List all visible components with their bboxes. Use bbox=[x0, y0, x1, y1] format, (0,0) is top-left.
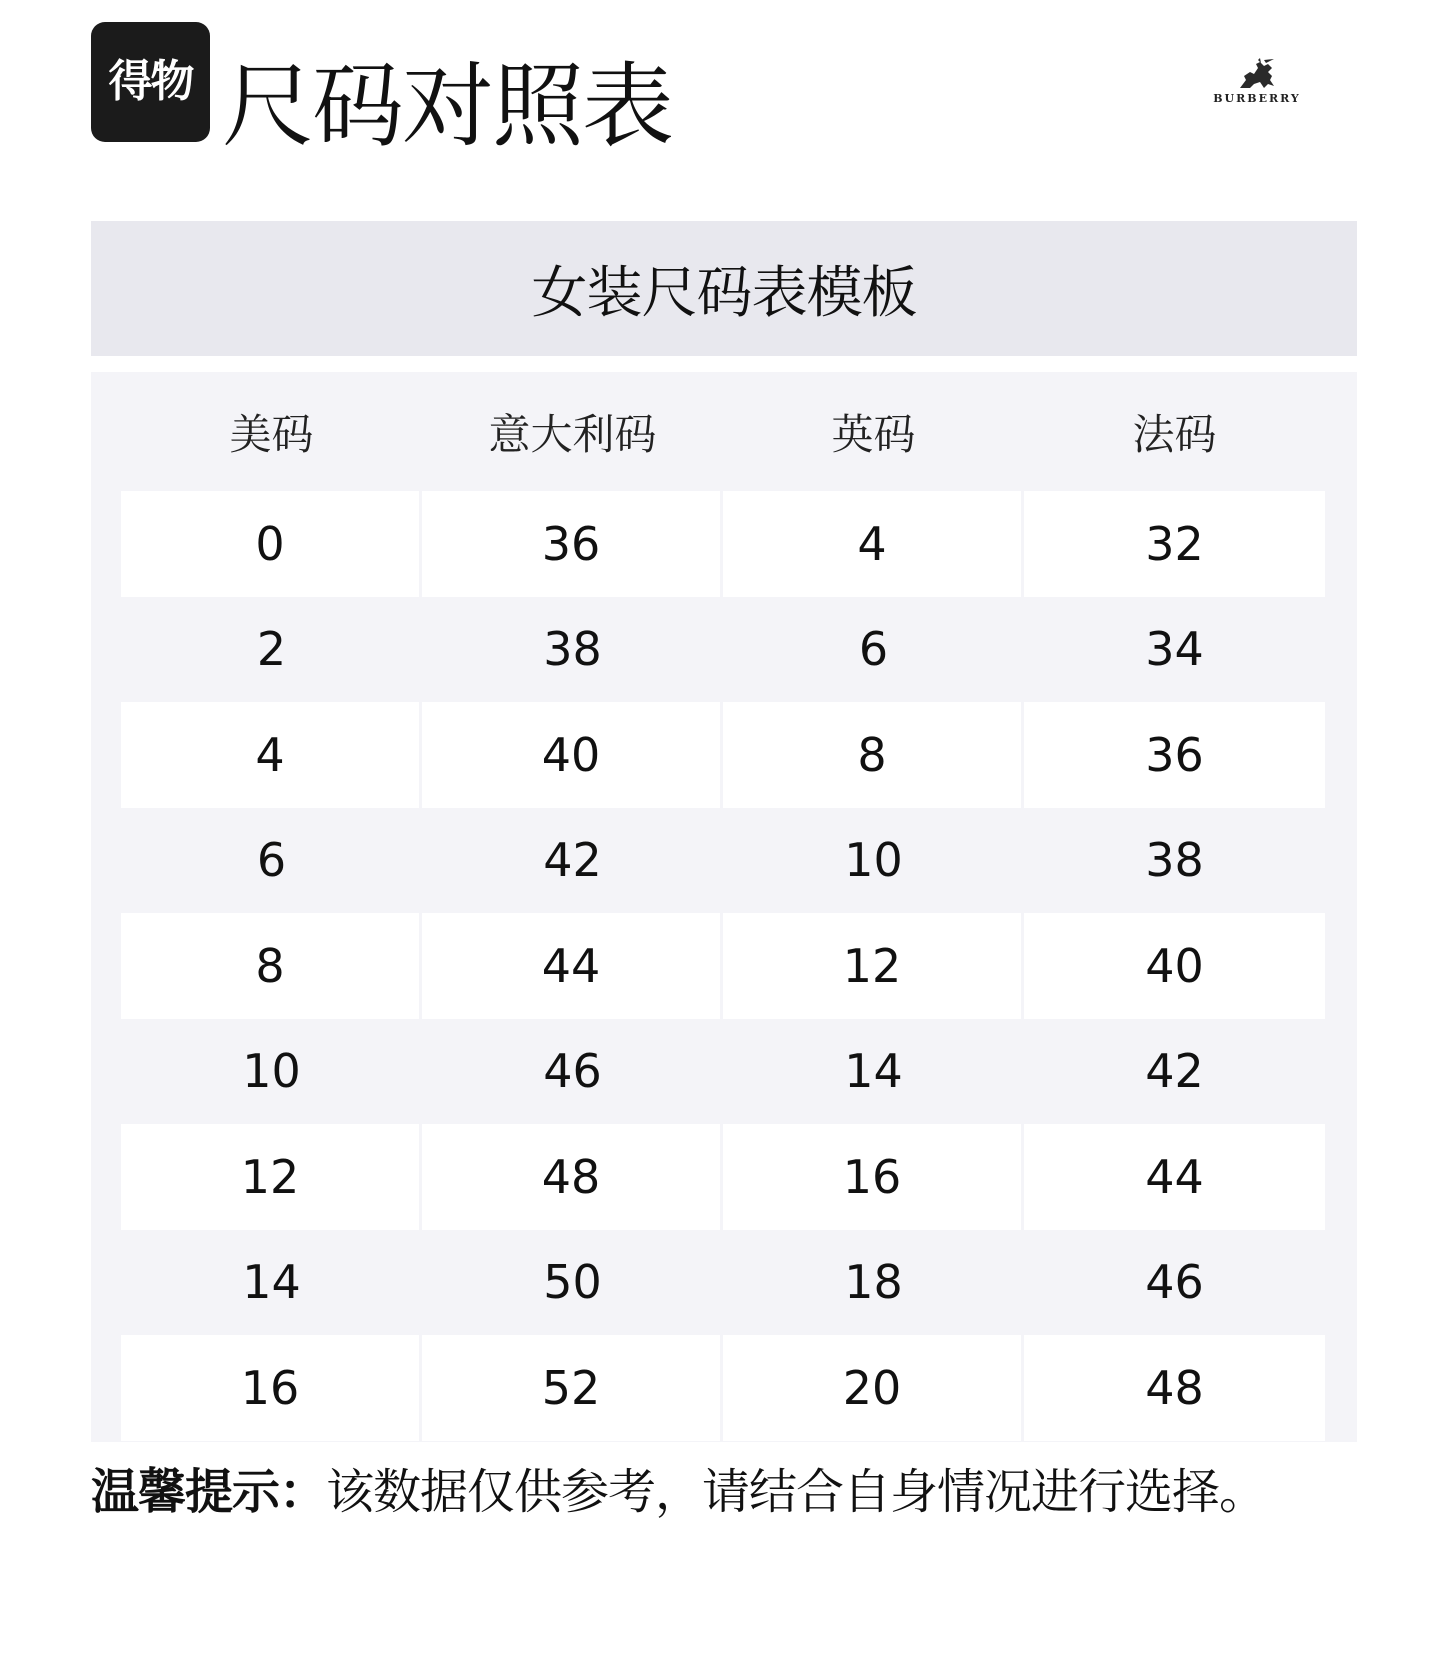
table-cell: 0 bbox=[121, 491, 422, 597]
table-row bbox=[121, 597, 1325, 703]
table-cell: 18 bbox=[844, 1255, 903, 1310]
reference-note bbox=[91, 1460, 1266, 1524]
table-cell: 32 bbox=[1024, 491, 1325, 597]
table-cell: 40 bbox=[422, 702, 723, 808]
table-cell: 52 bbox=[422, 1335, 723, 1441]
table-cell: 46 bbox=[543, 1044, 602, 1099]
table-cell: 14 bbox=[242, 1255, 301, 1310]
size-table bbox=[91, 372, 1357, 1442]
table-cell: 10 bbox=[844, 833, 903, 888]
table-cell: 46 bbox=[1145, 1255, 1204, 1310]
table-row bbox=[121, 1124, 1325, 1230]
table-cell: 48 bbox=[422, 1124, 723, 1230]
column-header-uk: 英码 bbox=[831, 409, 916, 459]
table-cell: 4 bbox=[723, 491, 1024, 597]
table-cell: 34 bbox=[1145, 622, 1204, 677]
table-cell: 6 bbox=[858, 622, 889, 677]
knight-horse-emblem-icon bbox=[1234, 58, 1280, 92]
note-text: 该数据仅供参考，请结合自身情况进行选择。 bbox=[326, 1464, 1267, 1520]
table-cell: 8 bbox=[121, 913, 422, 1019]
table-cell: 4 bbox=[121, 702, 422, 808]
table-cell: 8 bbox=[723, 702, 1024, 808]
table-cell: 44 bbox=[422, 913, 723, 1019]
table-cell: 48 bbox=[1024, 1335, 1325, 1441]
table-row bbox=[121, 1230, 1325, 1336]
table-cell: 6 bbox=[256, 833, 287, 888]
brand-logo bbox=[1192, 58, 1322, 108]
table-cell: 2 bbox=[256, 622, 287, 677]
table-cell: 16 bbox=[121, 1335, 422, 1441]
table-cell: 44 bbox=[1024, 1124, 1325, 1230]
table-cell: 40 bbox=[1024, 913, 1325, 1019]
table-cell: 36 bbox=[422, 491, 723, 597]
note-label: 温馨提示： bbox=[91, 1464, 327, 1520]
table-cell: 16 bbox=[723, 1124, 1024, 1230]
table-row bbox=[121, 491, 1325, 597]
table-cell: 20 bbox=[723, 1335, 1024, 1441]
column-header-us: 美码 bbox=[229, 409, 314, 459]
table-cell: 38 bbox=[543, 622, 602, 677]
table-cell: 12 bbox=[121, 1124, 422, 1230]
table-row bbox=[121, 913, 1325, 1019]
table-cell: 14 bbox=[844, 1044, 903, 1099]
table-body bbox=[121, 491, 1325, 1441]
table-cell: 36 bbox=[1024, 702, 1325, 808]
table-cell: 10 bbox=[242, 1044, 301, 1099]
app-logo-text: 得物 bbox=[108, 56, 193, 107]
table-cell: 38 bbox=[1145, 833, 1204, 888]
table-title: 女装尺码表模板 bbox=[531, 260, 917, 326]
table-title-band bbox=[91, 221, 1357, 356]
table-row bbox=[121, 702, 1325, 808]
table-row bbox=[121, 1335, 1325, 1441]
table-cell: 42 bbox=[543, 833, 602, 888]
column-header-it: 意大利码 bbox=[488, 409, 657, 459]
table-row bbox=[121, 1019, 1325, 1125]
table-header-row bbox=[121, 372, 1325, 491]
column-header-fr: 法码 bbox=[1132, 409, 1217, 459]
brand-wordmark: BURBERRY bbox=[1213, 92, 1301, 105]
page-title: 尺码对照表 bbox=[222, 53, 673, 160]
table-cell: 50 bbox=[543, 1255, 602, 1310]
table-row bbox=[121, 808, 1325, 914]
app-logo bbox=[91, 22, 210, 142]
table-cell: 42 bbox=[1145, 1044, 1204, 1099]
table-cell: 12 bbox=[723, 913, 1024, 1019]
